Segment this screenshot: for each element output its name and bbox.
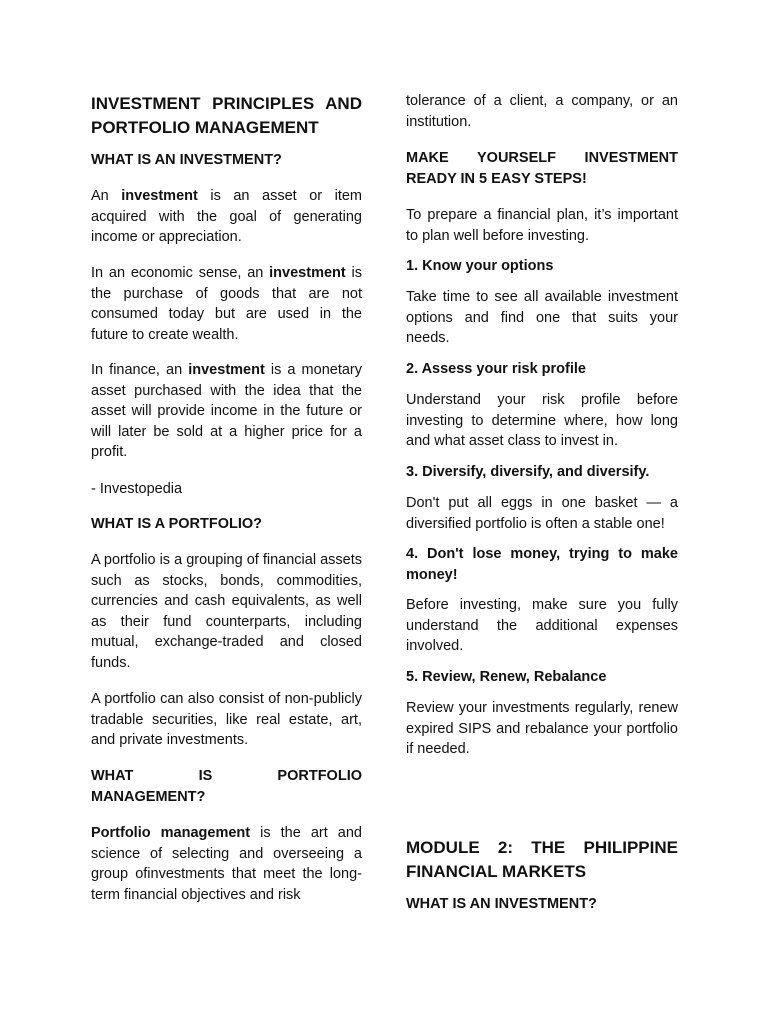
step-5-title: 5. Review, Renew, Rebalance <box>406 669 607 685</box>
module-2-title: MODULE 2: THE PHILIPPINE FINANCIAL MARKETS <box>406 838 678 881</box>
step-3-title: 3. Diversify, diversify, and diversify. <box>406 464 650 480</box>
keyword-investment: investment <box>269 265 346 281</box>
heading-what-is-investment-module-2: WHAT IS AN INVESTMENT? <box>406 896 597 912</box>
step-1-title: 1. Know your options <box>406 258 554 274</box>
paragraph-portfolio-management: Portfolio management is the art and science of selecting and overseeing a group ofinvestments that meet the long-term financial objectives and risk <box>91 825 363 903</box>
keyword-investment: investment <box>121 188 198 204</box>
heading-what-is-investment: WHAT IS AN INVESTMENT? <box>91 152 282 168</box>
heading-what-is-portfolio: WHAT IS A PORTFOLIO? <box>91 516 263 532</box>
document-title: INVESTMENT PRINCIPLES AND PORTFOLIO MANAGEMENT <box>91 94 362 137</box>
heading-what-is-portfolio-management: WHAT IS PORTFOLIO MANAGEMENT? <box>91 768 362 805</box>
step-3-body: Don't put all eggs in one basket — a diversified portfolio is often a stable one! <box>406 495 678 532</box>
step-1-body: Take time to see all available investment options and find one that suits your needs. <box>406 289 678 346</box>
heading-investment-ready-steps: MAKE YOURSELF INVESTMENT READY IN 5 EASY STEPS! <box>406 150 678 187</box>
keyword-portfolio-management: Portfolio management <box>91 825 251 841</box>
step-2-body: Understand your risk profile before investing to determine where, how long and what asset class to invest in. <box>406 392 678 449</box>
step-5-body: Review your investments regularly, renew expired SIPS and rebalance your portfolio if needed. <box>406 700 678 757</box>
paragraph-investment-definition: An investment is an asset or item acquired with the goal of generating income or appreciation. <box>91 188 363 245</box>
paragraph-steps-intro: To prepare a financial plan, it’s important to plan well before investing. <box>406 207 678 244</box>
paragraph-portfolio-definition: A portfolio is a grouping of financial assets such as stocks, bonds, commodities, currencies and cash equivalents, as well as their fund counterparts, including mutual, exchange-traded and closed funds. <box>91 552 362 671</box>
paragraph-continued: tolerance of a client, a company, or an institution. <box>406 93 678 130</box>
paragraph-finance-sense: In finance, an investment is a monetary asset purchased with the idea that the asset will provide income in the future or will later be sold at a higher price for a profit. <box>91 362 362 460</box>
step-4-title: 4. Don't lose money, trying to make money! <box>406 546 678 583</box>
paragraph-portfolio-nonpublic: A portfolio can also consist of non-publicly tradable securities, like real estate, art, and private investments. <box>91 691 362 748</box>
source-citation: - Investopedia <box>91 481 183 497</box>
keyword-investment: investment <box>188 362 265 378</box>
step-2-title: 2. Assess your risk profile <box>406 361 586 377</box>
paragraph-economic-sense: In an economic sense, an investment is the purchase of goods that are not consumed today but are used in the future to create wealth. <box>91 265 362 343</box>
step-4-body: Before investing, make sure you fully understand the additional expenses involved. <box>406 597 678 654</box>
